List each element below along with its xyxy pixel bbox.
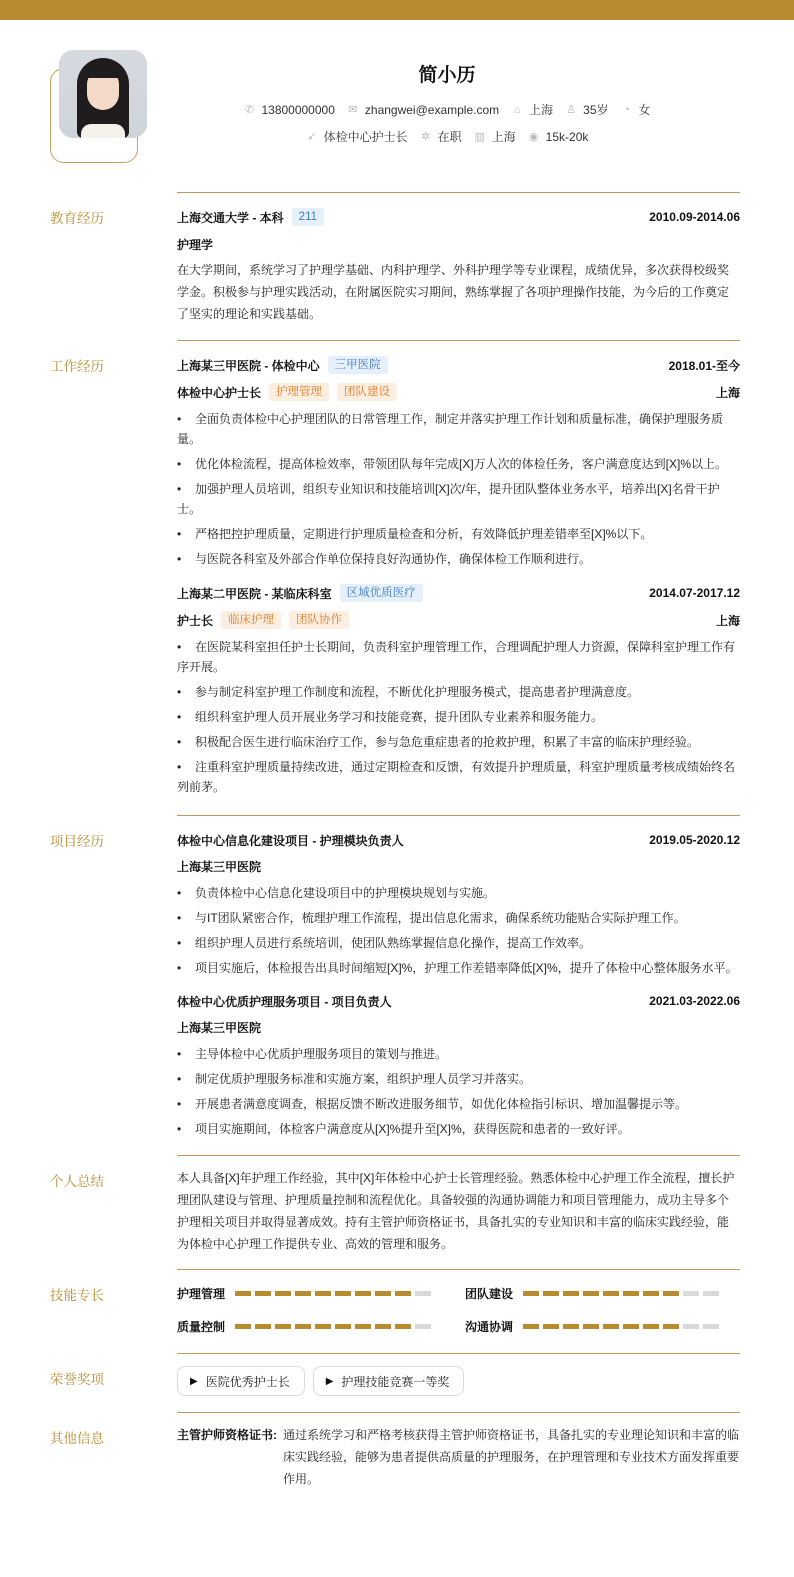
skill-segment <box>335 1291 351 1296</box>
skill-level-bar <box>523 1291 719 1296</box>
skill-segment <box>563 1291 579 1296</box>
list-item: • 项目实施后，体检报告出具时间缩短[X]%，护理工作差错率降低[X]%，提升了体检中心整体服务水平。 <box>177 961 738 975</box>
list-item: • 积极配合医生进行临床治疗工作，参与急危重症患者的抢救护理，积累了丰富的临床护理经验。 <box>177 735 700 749</box>
certificate-text: 通过系统学习和严格考核获得主管护师资格证书，具备扎实的专业理论知识和丰富的临床实践经验，能够为患者提供高质量的护理服务，在护理管理和专业技术方面发挥重要作用。 <box>283 1428 740 1486</box>
intent-status: ✲ 在职 <box>421 130 462 144</box>
work-location: 上海 <box>715 385 740 400</box>
project-name: 体检中心信息化建设项目 - 护理模块负责人 <box>177 833 404 848</box>
skill-segment <box>295 1324 311 1329</box>
section-title: 技能专长 <box>50 1288 104 1303</box>
skill-segment <box>375 1324 391 1329</box>
skill-item: 质量控制 <box>177 1318 465 1335</box>
school-name: 上海交通大学 - 本科 211 <box>177 208 324 226</box>
awards-list <box>177 1366 740 1396</box>
section-other <box>50 1412 740 1500</box>
skill-segment <box>355 1291 371 1296</box>
certificate-label: 主管护师资格证书: <box>177 1428 277 1442</box>
project-entry <box>177 831 740 978</box>
skill-item: 沟通协调 <box>465 1318 753 1335</box>
list-item: • 项目实施期间，体检客户满意度从[X]%提升至[X]%，获得医院和患者的一致好评。 <box>177 1122 630 1136</box>
award-chip: ▶ 护理技能竞赛一等奖 <box>313 1366 465 1396</box>
work-date: 2014.07-2017.12 <box>649 586 740 600</box>
list-item: • 严格把控护理质量，定期进行护理质量检查和分析，有效降低护理差错率至[X]%以下。 <box>177 527 653 541</box>
skill-tag: 团队协作 <box>289 611 349 629</box>
skill-segment <box>415 1291 431 1296</box>
list-item: • 制定优质护理服务标准和实施方案，组织护理人员学习并落实。 <box>177 1072 532 1086</box>
skill-tag: 护理管理 <box>269 383 329 401</box>
job-intent-row <box>100 128 794 145</box>
section-title: 荣誉奖项 <box>50 1372 104 1387</box>
list-item: • 主导体检中心优质护理服务项目的策划与推进。 <box>177 1047 448 1061</box>
award-chip: ▶ 医院优秀护士长 <box>177 1366 305 1396</box>
contact-email: ✉ zhangwei@example.com <box>348 102 500 117</box>
edu-date: 2010.09-2014.06 <box>649 210 740 224</box>
work-bullets <box>177 637 740 797</box>
company-tag: 区域优质医疗 <box>340 584 423 602</box>
skill-item: 团队建设 <box>465 1285 753 1302</box>
section-title: 项目经历 <box>50 834 104 849</box>
skill-segment <box>355 1324 371 1329</box>
skill-tag: 团队建设 <box>337 383 397 401</box>
work-date: 2018.01-至今 <box>668 358 740 373</box>
skill-segment <box>663 1324 679 1329</box>
list-item: • 加强护理人员培训，组织专业知识和技能培训[X]次/年，提升团队整体业务水平，培养出[X]名骨干护士。 <box>177 482 720 516</box>
project-date: 2021.03-2022.06 <box>649 994 740 1008</box>
position: 护士长 临床护理 团队协作 <box>177 611 349 629</box>
gender-icon: ◔ <box>623 103 630 116</box>
section-work <box>50 340 740 797</box>
school-tag: 211 <box>292 208 324 226</box>
skill-tag: 临床护理 <box>221 611 281 629</box>
skill-segment <box>275 1324 291 1329</box>
home-icon: ⌂ <box>513 103 521 116</box>
contact-age: ♙ 35岁 <box>566 103 609 117</box>
project-entry <box>177 992 740 1139</box>
list-item: • 与IT团队紧密合作，梳理护理工作流程，提出信息化需求，确保系统功能贴合实际护理工作。 <box>177 911 686 925</box>
project-org: 上海某三甲医院 <box>177 860 262 874</box>
section-projects <box>50 815 740 1139</box>
send-icon: ➶ <box>307 131 317 143</box>
list-item: • 负责体检中心信息化建设项目中的护理模块规划与实施。 <box>177 886 496 900</box>
list-item: • 组织科室护理人员开展业务学习和技能竞赛，提升团队专业素养和服务能力。 <box>177 710 604 724</box>
top-accent-bar <box>0 0 794 20</box>
skill-segment <box>603 1291 619 1296</box>
skill-level-bar <box>235 1324 431 1329</box>
section-awards <box>50 1353 740 1396</box>
skill-segment <box>623 1291 639 1296</box>
list-item: • 开展患者满意度调查，根据反馈不断改进服务细节，如优化体检指引标识、增加温馨提示等。 <box>177 1097 688 1111</box>
skill-segment <box>295 1291 311 1296</box>
list-item: • 与医院各科室及外部合作单位保持良好沟通协作，确保体检工作顺利进行。 <box>177 552 592 566</box>
list-item: • 注重科室护理质量持续改进，通过定期检查和反馈，有效提升护理质量，科室护理质量考核成绩始终名列前茅。 <box>177 760 736 794</box>
skill-segment <box>683 1324 699 1329</box>
work-entry <box>177 584 740 797</box>
section-title: 工作经历 <box>50 359 104 374</box>
intent-city: ▥ 上海 <box>474 130 516 144</box>
work-entry <box>177 356 740 569</box>
skill-segment <box>375 1291 391 1296</box>
candidate-name: 简小历 <box>418 65 476 86</box>
skill-segment <box>235 1291 251 1296</box>
company-name: 上海某三甲医院 - 体检中心 三甲医院 <box>177 356 388 374</box>
skill-segment <box>543 1291 559 1296</box>
skill-segment <box>235 1324 251 1329</box>
status-icon: ✲ <box>421 131 431 143</box>
contact-phone: ✆ 13800000000 <box>244 102 335 117</box>
play-triangle-icon: ▶ <box>325 1375 334 1387</box>
project-bullets <box>177 1044 740 1139</box>
work-bullets <box>177 409 740 569</box>
skill-segment <box>643 1324 659 1329</box>
project-org: 上海某三甲医院 <box>177 1021 262 1035</box>
skill-segment <box>315 1291 331 1296</box>
building-icon: ▥ <box>474 131 485 143</box>
mail-icon: ✉ <box>348 104 358 116</box>
section-summary <box>50 1155 740 1255</box>
skill-segment <box>683 1291 699 1296</box>
skill-segment <box>583 1324 599 1329</box>
section-title: 教育经历 <box>50 211 104 226</box>
position: 体检中心护士长 护理管理 团队建设 <box>177 383 397 401</box>
skill-segment <box>395 1291 411 1296</box>
work-location: 上海 <box>715 613 740 628</box>
contact-city: ⌂ 上海 <box>511 101 553 118</box>
resume-header <box>0 20 794 162</box>
skill-segment <box>623 1324 639 1329</box>
edu-description: 在大学期间，系统学习了护理学基础、内科护理学、外科护理学等专业课程，成绩优异，多次获得校级奖学金。积极参与护理实践活动，在附属医院实习期间，熟练掌握了各项护理操作技能，为今后的工作奠定了坚实的理论和实践基础。 <box>177 263 730 321</box>
section-title: 个人总结 <box>50 1174 104 1189</box>
intent-position: ➶ 体检中心护士长 <box>307 130 408 144</box>
age-icon: ♙ <box>566 104 577 116</box>
list-item: • 组织护理人员进行系统培训，使团队熟练掌握信息化操作，提高工作效率。 <box>177 936 592 950</box>
company-tag: 三甲医院 <box>328 356 388 374</box>
other-info-item <box>177 1424 740 1490</box>
play-triangle-icon: ▶ <box>190 1375 198 1387</box>
major: 护理学 <box>177 238 214 252</box>
skill-segment <box>563 1324 579 1329</box>
skill-segment <box>415 1324 431 1329</box>
list-item: • 优化体检流程，提高体检效率，带领团队每年完成[X]万人次的体检任务，客户满意度达到[X]%以上。 <box>177 457 728 471</box>
project-bullets <box>177 883 740 978</box>
section-title: 其他信息 <box>50 1431 104 1446</box>
skill-segment <box>523 1291 539 1296</box>
skill-segment <box>663 1291 679 1296</box>
skill-segment <box>643 1291 659 1296</box>
section-skills <box>50 1269 740 1335</box>
summary-text: 本人具备[X]年护理工作经验，其中[X]年体检中心护士长管理经验。熟悉体检中心护理工作全流程，擅长护理团队建设与管理、护理质量控制和流程优化。具备较强的沟通协调能力和项目管理能力，成功主导多个护理相关项目并取得显著成效。持有主管护师资格证书，具备扎实的专业知识和丰富的临床实践经验，能为体检中心护理工作提供专业、高效的管理和服务。 <box>177 1171 735 1251</box>
section-education <box>50 192 740 325</box>
skill-item: 护理管理 <box>177 1285 465 1302</box>
list-item: • 在医院某科室担任护士长期间，负责科室护理管理工作，合理调配护理人力资源，保障科室护理工作有序开展。 <box>177 640 736 674</box>
skill-segment <box>255 1324 271 1329</box>
skill-segment <box>255 1291 271 1296</box>
skill-segment <box>603 1324 619 1329</box>
skill-segment <box>703 1291 719 1296</box>
skill-segment <box>583 1291 599 1296</box>
contact-gender: ◔ 女 <box>621 101 651 118</box>
skill-segment <box>395 1324 411 1329</box>
phone-icon: ✆ <box>244 104 255 116</box>
skill-segment <box>703 1324 719 1329</box>
project-name: 体检中心优质护理服务项目 - 项目负责人 <box>177 994 392 1009</box>
company-name: 上海某二甲医院 - 某临床科室 区域优质医疗 <box>177 584 423 602</box>
list-item: • 全面负责体检中心护理团队的日常管理工作，制定并落实护理工作计划和质量标准，确保护理服务质量。 <box>177 412 724 446</box>
skill-segment <box>335 1324 351 1329</box>
contact-row <box>100 101 794 118</box>
skill-level-bar <box>523 1324 719 1329</box>
project-date: 2019.05-2020.12 <box>649 833 740 847</box>
skill-segment <box>543 1324 559 1329</box>
intent-salary: ◉ 15k-20k <box>528 129 589 144</box>
list-item: • 参与制定科室护理工作制度和流程，不断优化护理服务模式，提高患者护理满意度。 <box>177 685 640 699</box>
skill-segment <box>523 1324 539 1329</box>
skill-segment <box>275 1291 291 1296</box>
salary-icon: ◉ <box>528 131 539 143</box>
skill-segment <box>315 1324 331 1329</box>
skills-grid <box>177 1285 740 1335</box>
skill-level-bar <box>235 1291 431 1296</box>
